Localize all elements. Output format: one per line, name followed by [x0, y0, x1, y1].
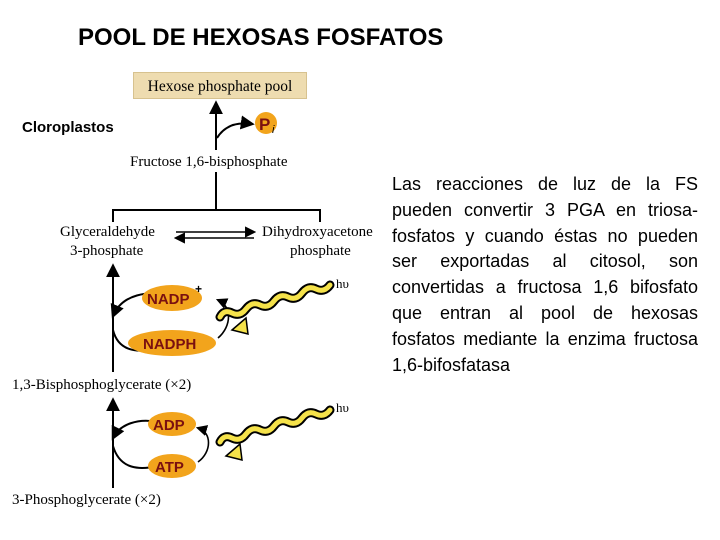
- page-title: POOL DE HEXOSAS FOSFATOS: [78, 24, 444, 51]
- light-wave-2: [220, 410, 330, 442]
- nadp-plus: +: [195, 282, 203, 296]
- dhap-label-line2: phosphate: [290, 243, 351, 259]
- light-wave-1: [220, 285, 330, 317]
- bisphosphoglycerate-label: 1,3-Bisphosphoglycerate (×2): [12, 377, 192, 393]
- triose-fork-line: [113, 210, 320, 222]
- arrow-pi-release: [217, 123, 252, 138]
- organelle-label: Cloroplastos: [22, 119, 114, 136]
- atp-to-adp-arrow: [198, 428, 209, 462]
- pi-subscript: i: [272, 124, 275, 136]
- adp-label: ADP: [153, 417, 185, 434]
- light-label-2: hυ: [336, 400, 349, 415]
- light-wave-1-head: [232, 318, 248, 334]
- hexose-pool-box: Hexose phosphate pool: [133, 72, 307, 99]
- phosphoglycerate-label: 3-Phosphoglycerate (×2): [12, 492, 161, 508]
- pi-label: P: [259, 115, 271, 134]
- explanation-text: Las reacciones de luz de la FS pueden convertir 3 PGA en triosa-fosfatos y cuando éstas no pueden ser exportadas al citosol, son convertidas a fructosa 1,6 bifosfato que entran al pool de hexosas fosfatos mediante la enzima fructosa 1,6-bifosfatasa: [392, 174, 698, 375]
- light-wave-2-head: [226, 444, 242, 460]
- nadp-label: NADP: [147, 291, 190, 308]
- dhap-label-line1: Dihydroxyacetone: [262, 224, 373, 240]
- light-label-1: hυ: [336, 276, 349, 291]
- atp-label: ATP: [155, 459, 184, 476]
- nadph-label: NADPH: [143, 336, 197, 353]
- fructose-label: Fructose 1,6-bisphosphate: [130, 154, 288, 170]
- g3p-label-line2: 3-phosphate: [70, 243, 144, 259]
- g3p-label-line1: Glyceraldehyde: [60, 224, 155, 240]
